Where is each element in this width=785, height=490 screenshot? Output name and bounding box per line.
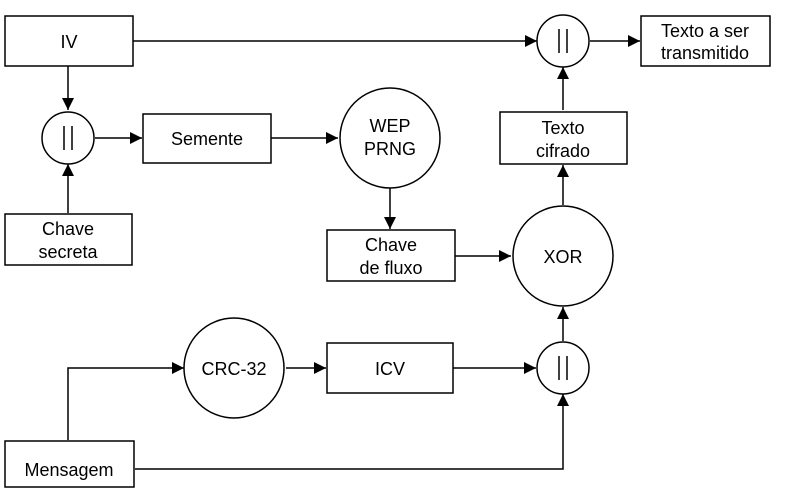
- prng-label-line1: WEP: [369, 116, 411, 136]
- iv-node: [5, 16, 133, 66]
- top-concat-node: [537, 15, 589, 67]
- key-concat-node: [42, 112, 94, 164]
- message-node: [5, 441, 134, 487]
- secret-label-line2: secreta: [38, 242, 98, 262]
- bottom-concat-node: [537, 342, 589, 394]
- keystream-label-line2: de fluxo: [359, 258, 423, 278]
- output-label-line1: Texto a ser: [660, 21, 750, 41]
- output-label-line2: transmitido: [660, 43, 750, 63]
- xor-label: XOR: [543, 247, 583, 267]
- prng-label-line2: PRNG: [363, 139, 417, 159]
- cipher-label-line2: cifrado: [535, 141, 591, 161]
- xor-node: [513, 206, 613, 306]
- message-label: Mensagem: [24, 460, 114, 480]
- icv-node: [327, 343, 453, 393]
- crc-label: CRC-32: [201, 359, 267, 379]
- secret-key-node: [5, 214, 132, 265]
- iv-label: IV: [60, 32, 78, 52]
- seed-node: [143, 114, 271, 163]
- prng-node: [340, 88, 440, 188]
- cipher-node: [500, 112, 627, 164]
- crc-node: [184, 318, 284, 418]
- seed-label: Semente: [170, 129, 244, 149]
- keystream-node: [327, 230, 455, 281]
- message-to-crc-arrow: [68, 368, 184, 440]
- secret-label-line1: Chave: [41, 219, 95, 239]
- message-to-bottom-concat-arrow: [135, 394, 563, 469]
- cipher-label-line1: Texto: [541, 118, 585, 138]
- output-node: [641, 16, 770, 66]
- keystream-label-line1: Chave: [364, 235, 418, 255]
- icv-label: ICV: [374, 359, 406, 379]
